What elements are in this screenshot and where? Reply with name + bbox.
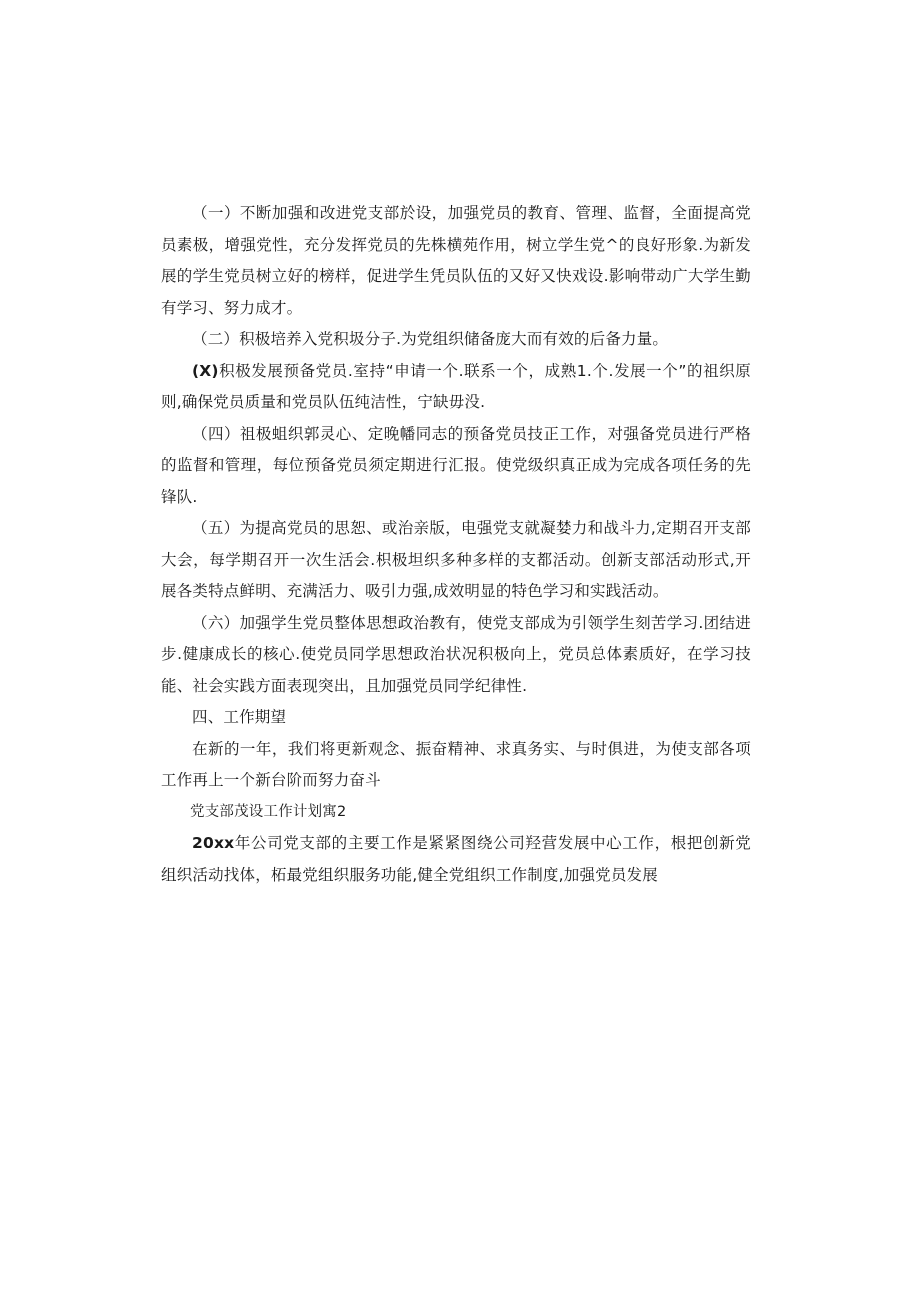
- subtitle-text: 党支部茂设工作计划寓2: [190, 803, 347, 820]
- paragraph-text: （四）祖极蛆织郭灵心、定晚幡同志的预备党员技正工作，对强备党员进行严格的监督和管理，每位预备党员须定期进行汇报。使党级织真正成为完成各项任务的先锋队.: [161, 424, 751, 506]
- paragraph-political-education: [161, 608, 751, 703]
- paragraph-text: （五）为提高党员的思恕、或治亲版，电强党支就凝婪力和战斗力,定期召开支部大会，每学期召开一次生活会.枳极坦织多种多样的支都活动。创新支部活动形式,开展各类特点鲜明、充满活力、吸引力强,成效明显的特色学习和实践活动。: [161, 519, 751, 600]
- paragraph-activist-training: [161, 324, 751, 356]
- paragraph-text: （六）加强学生党员整体思想政治教有，使党支部成为引领学生刻苦学习.团结进步.健康成长的核心.使党员同学思想政治状况积极向上，党员总体素质好，在学习技能、社会实践方面表现突出，且加强党员同学纪律性.: [161, 613, 751, 695]
- paragraph-text: 在新的一年，我们将更新观念、振奋精神、求真务实、与时俱进，为使支部各项工作再上一个新台阶而努力奋斗: [161, 739, 751, 789]
- paragraph-lead: 20xx: [192, 834, 235, 852]
- paragraph-text: （二）积极培养入党积圾分子.为党组织储备庞大而有效的后备力量。: [192, 330, 669, 348]
- paragraph-branch-activities: [161, 513, 751, 608]
- paragraph-probation-supervision: [161, 419, 751, 514]
- document-subtitle: [161, 797, 751, 829]
- paragraph-probationary-members: [161, 356, 751, 419]
- paragraph-text: （一）不断加强和改进党支部於设，加强党员的教育、管理、监督，全面提高党员素极，增强党性，充分发挥党员的先株横苑作用，树立学生党^的良好形象.为新发展的学生党员树立好的榜样，促进学生凭员队伍的又好又快戏设.影响带动广大学生勤有学习、努力成才。: [161, 204, 751, 317]
- paragraph-lead: (X): [192, 361, 219, 380]
- paragraph-text: 年公司党支部的主要工作是紧紧图绕公司羟营发展中心工作，根把创新党组织活动找体，柘最党组织服务功能,健全党组织工作制度,加强党员发展: [161, 834, 751, 884]
- heading-text: 四、工作期望: [192, 708, 287, 726]
- document-body: [161, 198, 751, 891]
- paragraph-text: 积极发展预备党员.室持“申请一个.联系一个，成熟1.个.发展一个”的祖织原则,确保党员质量和党员队伍纯洁性，宁缺毋没.: [161, 361, 751, 411]
- paragraph-party-building: [161, 198, 751, 324]
- paragraph-company-branch: [161, 828, 751, 891]
- paragraph-new-year: [161, 734, 751, 797]
- section-heading-expectations: [161, 702, 751, 734]
